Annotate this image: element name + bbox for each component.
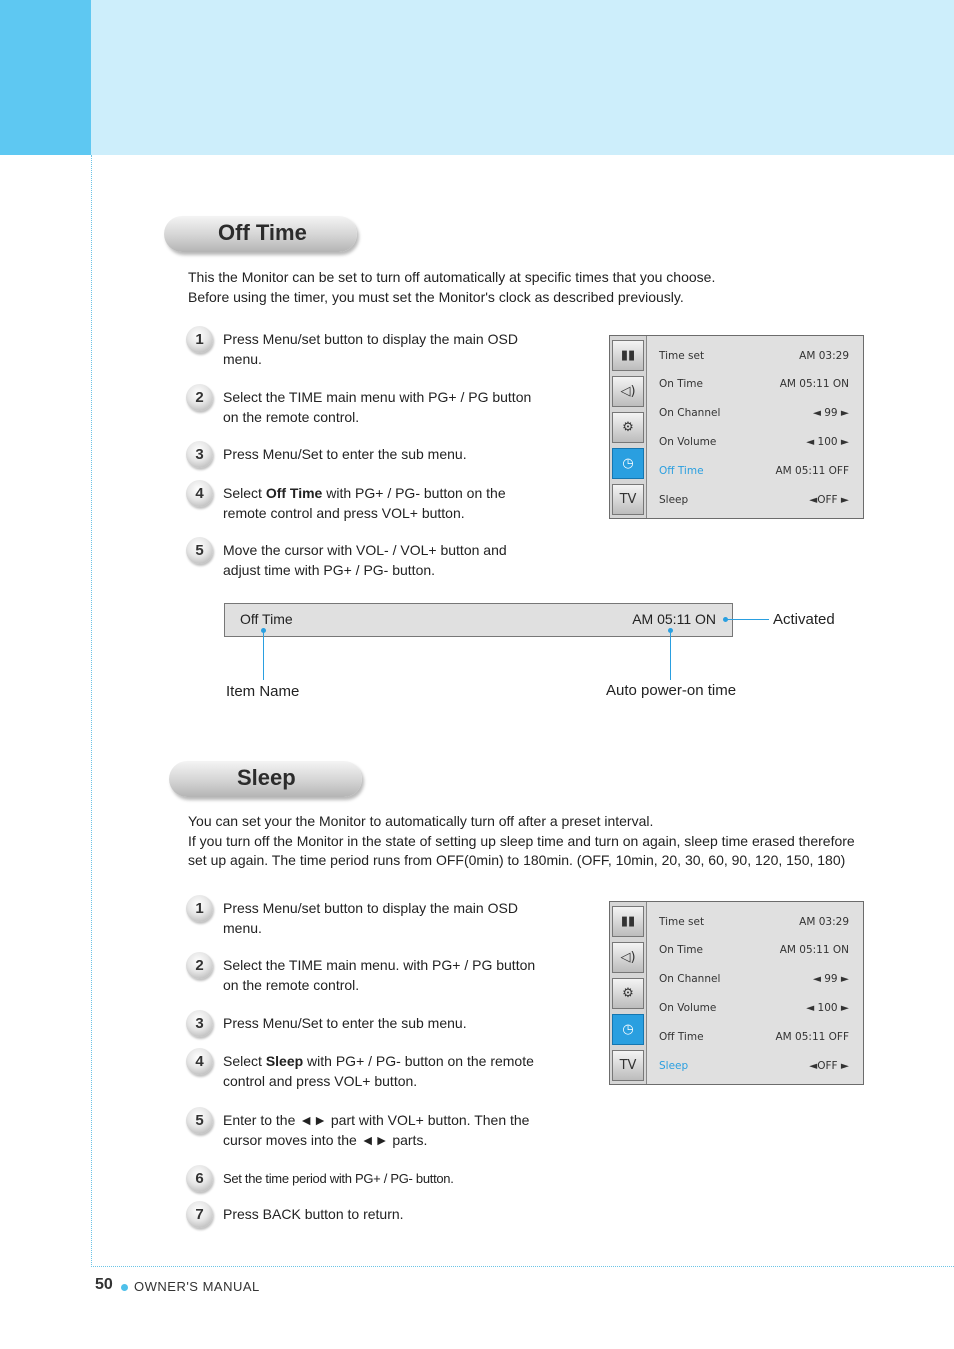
callout-line (263, 632, 264, 680)
callout-line (670, 632, 671, 680)
step-text-pre: Select (223, 1053, 266, 1069)
off-time-intro (188, 268, 878, 307)
sound-icon: ◁) (612, 376, 644, 407)
callout-line (727, 619, 769, 620)
step-text: Press Menu/Set to enter the sub menu. (223, 1015, 467, 1031)
osd-row-value: AM 03:29 (799, 916, 849, 928)
intro-line: You can set your the Monitor to automatically turn off after a preset interval. (188, 813, 654, 829)
callout-auto-power: Auto power-on time (606, 682, 737, 699)
clock-icon: ◷ (612, 448, 644, 479)
osd-row-selected (659, 1056, 849, 1076)
osd-row-value: ◄ 100 ► (806, 436, 849, 448)
off-time-heading (164, 216, 357, 252)
step-text-bold: Sleep (265, 1053, 304, 1069)
osd-row-value: AM 05:11 OFF (775, 465, 849, 477)
osd-row-label: On Channel (659, 407, 721, 419)
sleep-osd-menu (609, 901, 864, 1085)
sleep-intro (188, 812, 888, 871)
step-text: Set the time period with PG+ / PG- button. (223, 1171, 454, 1186)
step-text: Select the TIME main menu. with PG+ / PG button on the remote control. (223, 957, 536, 993)
step-text: Enter to the ◄► part with VOL+ button. Then the cursor moves into the ◄► parts. (223, 1112, 530, 1148)
sleep-heading-text: Sleep (237, 765, 296, 790)
osd-row-value: ◄ 99 ► (812, 973, 849, 985)
page-margin-line (91, 155, 92, 1267)
step-number: 2 (186, 384, 213, 411)
picture-icon: ▮▮ (612, 906, 644, 937)
osd-row (659, 346, 849, 366)
page-number: 50 (95, 1276, 113, 1293)
callout-item-name: Item Name (226, 683, 300, 700)
step-number: 1 (186, 895, 213, 922)
osd-row-selected (659, 461, 849, 481)
off-time-osd-menu (609, 335, 864, 519)
osd-row (659, 998, 849, 1018)
step-text-post: with PG+ / PG- button on the remote control and press VOL+ button. (223, 485, 506, 521)
step-text (223, 1052, 543, 1091)
header-band (91, 0, 954, 155)
off-time-heading-text: Off Time (218, 220, 307, 245)
step-text-pre: Select (223, 485, 266, 501)
step-text: Move the cursor with VOL- / VOL+ button and adjust time with PG+ / PG- button. (223, 542, 507, 578)
step-number: 7 (186, 1201, 213, 1228)
step-number: 5 (186, 1107, 213, 1134)
osd-row (659, 940, 849, 960)
footer-bullet (121, 1284, 128, 1291)
setup-icon: ⚙ (612, 978, 644, 1009)
off-time-item-bar (224, 603, 733, 637)
step-number: 3 (186, 441, 213, 468)
osd-row (659, 374, 849, 394)
osd-row-label: Off Time (659, 1031, 704, 1043)
step-text: Select the TIME main menu with PG+ / PG button on the remote control. (223, 389, 532, 425)
item-value: AM 05:11 ON (632, 611, 716, 627)
osd-row-value: AM 03:29 (799, 350, 849, 362)
osd-icon-column (610, 336, 647, 518)
picture-icon: ▮▮ (612, 340, 644, 371)
setup-icon: ⚙ (612, 412, 644, 443)
step-number: 4 (186, 480, 213, 507)
osd-row (659, 1027, 849, 1047)
osd-row-value: ◄OFF ► (809, 494, 849, 506)
osd-row-label: Off Time (659, 465, 704, 477)
sleep-heading (169, 761, 362, 797)
osd-row-label: On Volume (659, 436, 717, 448)
osd-row-label: On Channel (659, 973, 721, 985)
step-text: Press Menu/set button to display the main OSD menu. (223, 331, 518, 367)
osd-row (659, 432, 849, 452)
osd-row (659, 490, 849, 510)
step-text-bold: Off Time (265, 485, 323, 501)
step-text: Press Menu/Set to enter the sub menu. (223, 446, 467, 462)
step-number: 6 (186, 1165, 213, 1192)
osd-row-value: ◄OFF ► (809, 1060, 849, 1072)
intro-line: If you turn off the Monitor in the state of setting up sleep time and turn on again, sleep time erased therefore (188, 832, 855, 849)
intro-line: Before using the timer, you must set the Monitor's clock as described previously. (188, 288, 684, 305)
step-text: Press BACK button to return. (223, 1206, 404, 1222)
footer-label: OWNER'S MANUAL (134, 1279, 260, 1294)
clock-icon: ◷ (612, 1014, 644, 1045)
step-number: 1 (186, 326, 213, 353)
tv-icon: TV (612, 484, 644, 515)
item-name-label: Off Time (240, 611, 293, 627)
osd-row-label: Time set (659, 350, 705, 362)
page-bottom-line (91, 1266, 954, 1267)
osd-row-label: On Time (659, 944, 703, 956)
tv-icon: TV (612, 1050, 644, 1081)
osd-row-label: Time set (659, 916, 705, 928)
step-text (223, 484, 543, 523)
step-text: Press Menu/set button to display the main OSD menu. (223, 900, 518, 936)
osd-row (659, 403, 849, 423)
step-number: 5 (186, 537, 213, 564)
callout-activated: Activated (773, 611, 835, 628)
sound-icon: ◁) (612, 942, 644, 973)
intro-line: set up again. The time period runs from OFF(0min) to 180min. (OFF, 10min, 20, 30, 60, 90, 120, 150, 180) (188, 852, 846, 868)
step-number: 4 (186, 1048, 213, 1075)
osd-row-label: On Volume (659, 1002, 717, 1014)
osd-row (659, 912, 849, 932)
osd-row-value: AM 05:11 ON (779, 378, 849, 390)
step-text-post: with PG+ / PG- button on the remote control and press VOL+ button. (223, 1053, 534, 1089)
osd-row-value: AM 05:11 OFF (775, 1031, 849, 1043)
osd-row-label: Sleep (659, 1060, 689, 1072)
osd-row-label: On Time (659, 378, 703, 390)
intro-line: This the Monitor can be set to turn off automatically at specific times that you choose. (188, 269, 716, 285)
osd-row-label: Sleep (659, 494, 689, 506)
header-band-accent (0, 0, 91, 155)
osd-row-value: AM 05:11 ON (779, 944, 849, 956)
step-number: 3 (186, 1010, 213, 1037)
osd-row-value: ◄ 100 ► (806, 1002, 849, 1014)
osd-row (659, 969, 849, 989)
osd-icon-column (610, 902, 647, 1084)
osd-row-value: ◄ 99 ► (812, 407, 849, 419)
step-number: 2 (186, 952, 213, 979)
